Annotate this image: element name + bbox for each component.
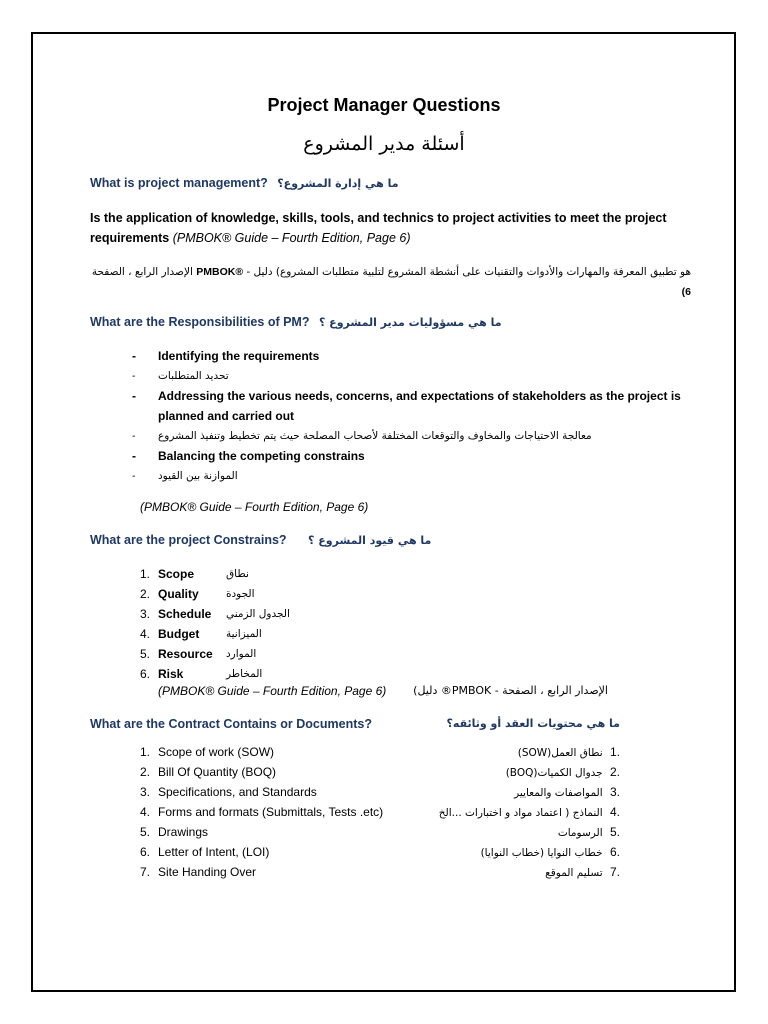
- list-item: - الموازنة بين القيود: [132, 470, 238, 482]
- answer-1-ar-text: هو تطبيق المعرفة والمهارات والأدوات والتقنيات على أنشطة المشروع لتلبية متطلبات المشروع) دليل -: [246, 266, 691, 278]
- list-item: 2. Quality الجودة: [139, 587, 255, 601]
- list-item: .4 النماذج ( اعتماد مواد و اختبارات ...الخ: [438, 805, 620, 819]
- list-item: 1. Scope نطاق: [139, 567, 249, 581]
- question-2-heading: [90, 315, 502, 329]
- question-1-heading: [90, 176, 399, 190]
- list-item: .2 جدوال الكميات(BOQ): [505, 765, 620, 779]
- question-3-ar: ما هي قيود المشروع ؟: [308, 534, 432, 547]
- list-item: 6. Letter of Intent, (LOI): [139, 845, 270, 859]
- page-subtitle-arabic: أسئلة مدير المشروع: [303, 133, 465, 155]
- list-item: 4. Budget الميزانية: [139, 627, 262, 641]
- list-item: - Addressing the various needs, concerns, and expectations of stakeholders as the project is planned and carried out: [132, 389, 681, 423]
- list-item: - معالجة الاحتياجات والمخاوف والتوقعات المختلفة لأصحاب المصلحة حيث يتم تخطيط وتنفيذ المشروع: [132, 430, 592, 442]
- list-item: 3. Schedule الجدول الزمني: [139, 607, 290, 621]
- question-1-ar: ما هي إدارة المشروع؟: [277, 177, 399, 190]
- responsibilities-list: [130, 346, 690, 486]
- list-item: 7. Site Handing Over: [139, 865, 257, 879]
- list-item: 6. Risk المخاطر: [139, 667, 263, 681]
- list-item: .7 تسليم الموقع: [545, 865, 620, 879]
- answer-1-en: [90, 208, 690, 248]
- answer-1-ar-page: 6): [681, 286, 691, 298]
- question-4-heading-ar: ما هي محتويات العقد أو وثائقه؟: [446, 717, 620, 730]
- list-item: 1. Scope of work (SOW): [139, 745, 275, 759]
- list-item: .1 نطاق العمل(SOW): [517, 745, 620, 759]
- list-item: 4. Forms and formats (Submittals, Tests .etc): [139, 805, 384, 819]
- question-3-heading: [90, 533, 431, 547]
- answer-1-ar-tail: الإصدار الرابع ، الصفحة: [91, 266, 193, 278]
- constraints-citation-ar: الإصدار الرابع ، الصفحة - PMBOK® دليل): [413, 684, 608, 697]
- question-1-en: What is project management?: [90, 176, 268, 190]
- question-3-en: What are the project Constrains?: [90, 533, 287, 547]
- constraints-citation-en: (PMBOK® Guide – Fourth Edition, Page 6): [158, 684, 387, 698]
- list-item: 5. Drawings: [139, 825, 209, 839]
- list-item: 5. Resource الموارد: [139, 647, 257, 661]
- contract-documents-list-ar: [360, 742, 620, 882]
- question-4-heading-en: What are the Contract Contains or Documents?: [90, 717, 372, 731]
- question-2-ar: ما هي مسؤوليات مدير المشروع ؟: [318, 316, 502, 329]
- constraints-list: [136, 564, 396, 684]
- answer-1-citation: (PMBOK® Guide – Fourth Edition, Page 6): [172, 231, 411, 245]
- list-item: .5 الرسومات: [557, 825, 620, 839]
- list-item: - Identifying the requirements: [132, 349, 320, 363]
- list-item: 3. Specifications, and Standards: [139, 785, 317, 799]
- responsibilities-citation: (PMBOK® Guide – Fourth Edition, Page 6): [140, 500, 369, 514]
- question-2-en: What are the Responsibilities of PM?: [90, 315, 310, 329]
- answer-1-ar: [91, 262, 691, 302]
- list-item: .3 المواصفات والمعايير: [514, 785, 620, 799]
- answer-1-text: Is the application of knowledge, skills, tools, and technics to project activities to meet the project requirements: [90, 211, 667, 245]
- list-item: 2. Bill Of Quantity (BOQ): [139, 765, 277, 779]
- answer-1-ar-pmbok: PMBOK®: [196, 266, 244, 278]
- list-item: - Balancing the competing constrains: [132, 449, 365, 463]
- page-title: Project Manager Questions: [267, 95, 501, 115]
- list-item: .6 خطاب النوايا (خطاب النوايا): [480, 845, 620, 859]
- list-item: - تحديد المتطلبات: [132, 370, 229, 382]
